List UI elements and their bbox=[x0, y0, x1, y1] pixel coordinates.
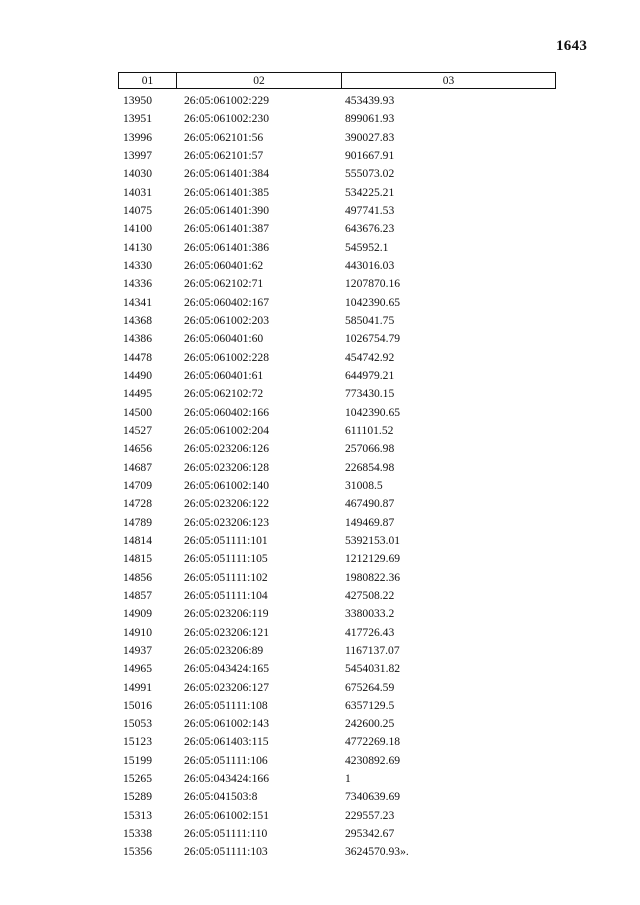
cadastral-number: 26:05:061401:390 bbox=[184, 203, 270, 217]
cadastral-number: 26:05:061401:387 bbox=[184, 222, 270, 236]
table-row bbox=[0, 715, 640, 733]
row-value: 149469.87 bbox=[345, 515, 395, 529]
cadastral-number: 26:05:061002:229 bbox=[184, 94, 270, 107]
table-row bbox=[0, 752, 640, 770]
row-id: 13996 bbox=[123, 130, 152, 144]
table-row bbox=[0, 220, 640, 238]
table-row bbox=[0, 697, 640, 715]
row-id: 15265 bbox=[123, 772, 152, 786]
page-number: 1643 bbox=[556, 38, 588, 54]
row-value: 1980822.36 bbox=[345, 570, 401, 584]
row-id: 14814 bbox=[123, 533, 152, 547]
row-id: 14991 bbox=[123, 680, 152, 694]
table-row bbox=[0, 184, 640, 202]
table-row bbox=[0, 129, 640, 147]
table-row bbox=[0, 733, 640, 751]
row-value: 643676.23 bbox=[345, 222, 395, 236]
cadastral-number: 26:05:060402:166 bbox=[184, 405, 270, 419]
cadastral-number: 26:05:051111:101 bbox=[184, 533, 268, 547]
row-value: 295342.67 bbox=[345, 827, 395, 841]
table-row bbox=[0, 624, 640, 642]
table-row bbox=[0, 147, 640, 165]
cadastral-number: 26:05:061401:384 bbox=[184, 167, 270, 181]
table-row bbox=[0, 459, 640, 477]
header-col-01: 01 bbox=[119, 73, 177, 88]
cadastral-number: 26:05:051111:108 bbox=[184, 698, 268, 712]
row-id: 14857 bbox=[123, 588, 152, 602]
table-row bbox=[0, 477, 640, 495]
row-value: 226854.98 bbox=[345, 460, 395, 474]
row-value: 257066.98 bbox=[345, 442, 395, 456]
table-row bbox=[0, 807, 640, 825]
table-row bbox=[0, 275, 640, 293]
row-value: 4230892.69 bbox=[345, 753, 401, 767]
row-id: 14490 bbox=[123, 368, 152, 382]
row-value: 417726.43 bbox=[345, 625, 395, 639]
table-row bbox=[0, 110, 640, 128]
row-value: 31008.5 bbox=[345, 478, 383, 492]
cadastral-number: 26:05:061403:115 bbox=[184, 735, 269, 749]
row-value: 3624570.93». bbox=[345, 845, 409, 859]
row-value: 6357129.5 bbox=[345, 698, 395, 712]
row-id: 14789 bbox=[123, 515, 152, 529]
cadastral-number: 26:05:060401:60 bbox=[184, 332, 264, 346]
cadastral-number: 26:05:023206:123 bbox=[184, 515, 270, 529]
row-id: 15313 bbox=[123, 808, 152, 822]
table-row bbox=[0, 165, 640, 183]
row-value: 453439.93 bbox=[345, 94, 395, 107]
row-value: 1212129.69 bbox=[345, 552, 401, 566]
cadastral-number: 26:05:060401:62 bbox=[184, 258, 264, 272]
row-id: 14728 bbox=[123, 497, 152, 511]
row-value: 229557.23 bbox=[345, 808, 395, 822]
row-value: 1 bbox=[345, 772, 351, 786]
row-value: 1042390.65 bbox=[345, 405, 401, 419]
row-id: 14910 bbox=[123, 625, 152, 639]
table-row bbox=[0, 349, 640, 367]
row-id: 14965 bbox=[123, 662, 152, 676]
table-row bbox=[0, 294, 640, 312]
cadastral-number: 26:05:061401:385 bbox=[184, 185, 270, 199]
table-row bbox=[0, 422, 640, 440]
table-row bbox=[0, 660, 640, 678]
row-id: 14336 bbox=[123, 277, 152, 291]
row-value: 443016.03 bbox=[345, 258, 395, 272]
row-value: 390027.83 bbox=[345, 130, 395, 144]
row-id: 14856 bbox=[123, 570, 152, 584]
row-value: 1207870.16 bbox=[345, 277, 401, 291]
row-id: 14709 bbox=[123, 478, 152, 492]
table-row bbox=[0, 202, 640, 220]
row-value: 899061.93 bbox=[345, 112, 395, 126]
row-value: 4772269.18 bbox=[345, 735, 401, 749]
row-id: 15199 bbox=[123, 753, 152, 767]
cadastral-number: 26:05:043424:166 bbox=[184, 772, 270, 786]
table-row bbox=[0, 532, 640, 550]
row-id: 14687 bbox=[123, 460, 152, 474]
cadastral-number: 26:05:062102:71 bbox=[184, 277, 264, 291]
row-value: 454742.92 bbox=[345, 350, 395, 364]
cadastral-number: 26:05:041503:8 bbox=[184, 790, 258, 804]
table-row bbox=[0, 550, 640, 568]
cadastral-number: 26:05:043424:165 bbox=[184, 662, 270, 676]
cadastral-number: 26:05:051111:110 bbox=[184, 827, 268, 841]
row-value: 585041.75 bbox=[345, 313, 395, 327]
cadastral-number: 26:05:062101:57 bbox=[184, 148, 264, 162]
row-id: 14030 bbox=[123, 167, 152, 181]
table-row bbox=[0, 239, 640, 257]
row-value: 555073.02 bbox=[345, 167, 395, 181]
row-id: 14937 bbox=[123, 643, 152, 657]
row-id: 14815 bbox=[123, 552, 152, 566]
header-col-02: 02 bbox=[177, 73, 342, 88]
cadastral-number: 26:05:051111:102 bbox=[184, 570, 268, 584]
row-id: 13950 bbox=[123, 94, 152, 107]
cadastral-number: 26:05:061401:386 bbox=[184, 240, 270, 254]
row-id: 14909 bbox=[123, 607, 152, 621]
row-value: 242600.25 bbox=[345, 717, 395, 731]
table-row bbox=[0, 312, 640, 330]
cadastral-number: 26:05:051111:105 bbox=[184, 552, 268, 566]
row-id: 15338 bbox=[123, 827, 152, 841]
row-id: 14100 bbox=[123, 222, 152, 236]
row-value: 675264.59 bbox=[345, 680, 395, 694]
table-row bbox=[0, 843, 640, 861]
table-row bbox=[0, 788, 640, 806]
row-value: 773430.15 bbox=[345, 387, 395, 401]
cadastral-number: 26:05:023206:128 bbox=[184, 460, 270, 474]
row-id: 14130 bbox=[123, 240, 152, 254]
cadastral-number: 26:05:051111:106 bbox=[184, 753, 268, 767]
row-value: 3380033.2 bbox=[345, 607, 395, 621]
row-value: 5454031.82 bbox=[345, 662, 401, 676]
row-value: 1167137.07 bbox=[345, 643, 400, 657]
row-id: 15053 bbox=[123, 717, 152, 731]
table-row bbox=[0, 642, 640, 660]
cadastral-number: 26:05:061002:143 bbox=[184, 717, 270, 731]
table-row bbox=[0, 404, 640, 422]
row-value: 1042390.65 bbox=[345, 295, 401, 309]
row-id: 14368 bbox=[123, 313, 152, 327]
cadastral-number: 26:05:023206:126 bbox=[184, 442, 270, 456]
table-row bbox=[0, 440, 640, 458]
row-id: 14478 bbox=[123, 350, 152, 364]
row-id: 14341 bbox=[123, 295, 152, 309]
cadastral-number: 26:05:061002:203 bbox=[184, 313, 270, 327]
row-id: 14031 bbox=[123, 185, 152, 199]
row-id: 14527 bbox=[123, 423, 152, 437]
cadastral-number: 26:05:060402:167 bbox=[184, 295, 270, 309]
cadastral-number: 26:05:061002:228 bbox=[184, 350, 270, 364]
row-id: 15123 bbox=[123, 735, 152, 749]
table-row bbox=[0, 385, 640, 403]
cadastral-number: 26:05:062102:72 bbox=[184, 387, 264, 401]
row-value: 427508.22 bbox=[345, 588, 395, 602]
row-id: 14075 bbox=[123, 203, 152, 217]
cadastral-number: 26:05:051111:104 bbox=[184, 588, 268, 602]
table-row bbox=[0, 679, 640, 697]
row-id: 14330 bbox=[123, 258, 152, 272]
row-value: 7340639.69 bbox=[345, 790, 401, 804]
table-row bbox=[0, 330, 640, 348]
row-id: 13951 bbox=[123, 112, 152, 126]
cadastral-number: 26:05:062101:56 bbox=[184, 130, 264, 144]
header-col-03: 03 bbox=[442, 74, 455, 87]
row-value: 5392153.01 bbox=[345, 533, 401, 547]
cadastral-number: 26:05:051111:103 bbox=[184, 845, 268, 859]
row-id: 14656 bbox=[123, 442, 152, 456]
table-row bbox=[0, 514, 640, 532]
table-row bbox=[0, 587, 640, 605]
table-row bbox=[0, 605, 640, 623]
cadastral-number: 26:05:060401:61 bbox=[184, 368, 264, 382]
table-row bbox=[0, 770, 640, 788]
table-body bbox=[0, 92, 640, 862]
table-row bbox=[0, 825, 640, 843]
row-id: 14495 bbox=[123, 387, 152, 401]
row-value: 1026754.79 bbox=[345, 332, 401, 346]
cadastral-number: 26:05:023206:122 bbox=[184, 497, 270, 511]
table-row bbox=[0, 495, 640, 513]
row-value: 534225.21 bbox=[345, 185, 395, 199]
cadastral-number: 26:05:061002:140 bbox=[184, 478, 270, 492]
row-id: 14386 bbox=[123, 332, 152, 346]
cadastral-number: 26:05:023206:119 bbox=[184, 607, 269, 621]
row-value: 901667.91 bbox=[345, 148, 395, 162]
row-id: 15016 bbox=[123, 698, 152, 712]
table-row bbox=[0, 367, 640, 385]
row-value: 497741.53 bbox=[345, 203, 395, 217]
table-row bbox=[0, 569, 640, 587]
row-value: 644979.21 bbox=[345, 368, 395, 382]
row-value: 467490.87 bbox=[345, 497, 395, 511]
cadastral-number: 26:05:023206:127 bbox=[184, 680, 270, 694]
table-row bbox=[0, 257, 640, 275]
row-id: 14500 bbox=[123, 405, 152, 419]
row-value: 611101.52 bbox=[345, 423, 394, 437]
row-value: 545952.1 bbox=[345, 240, 389, 254]
cadastral-number: 26:05:023206:89 bbox=[184, 643, 264, 657]
cadastral-number: 26:05:061002:204 bbox=[184, 423, 270, 437]
table-row bbox=[0, 92, 640, 110]
cadastral-number: 26:05:061002:230 bbox=[184, 112, 270, 126]
cadastral-number: 26:05:061002:151 bbox=[184, 808, 270, 822]
row-id: 15356 bbox=[123, 845, 152, 859]
table-header bbox=[118, 72, 556, 89]
row-id: 15289 bbox=[123, 790, 152, 804]
row-id: 13997 bbox=[123, 148, 152, 162]
cadastral-number: 26:05:023206:121 bbox=[184, 625, 270, 639]
